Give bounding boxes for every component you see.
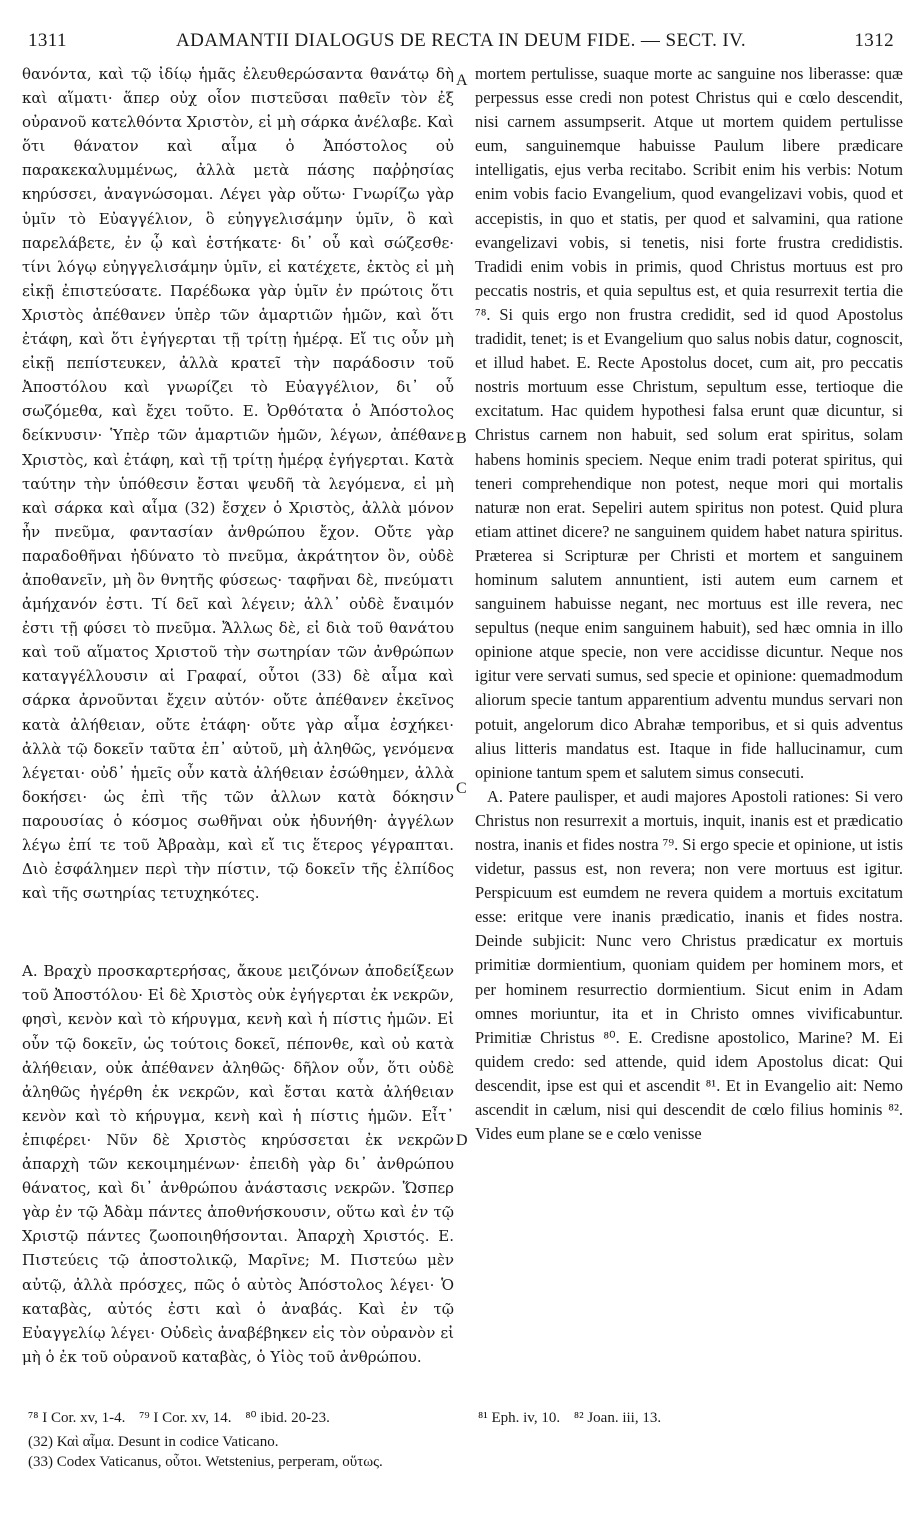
margin-letter-b: B xyxy=(456,430,467,447)
footnote-33: (33) Codex Vaticanus, οὗτοι. Wetstenius, perperam, οὕτως. xyxy=(28,1454,383,1470)
page-number-right: 1312 xyxy=(854,30,894,51)
footnote-refs-right xyxy=(478,1408,671,1428)
footnote-ref-82: ⁸² Joan. iii, 13. xyxy=(573,1410,662,1426)
margin-letter-c: C xyxy=(456,780,467,797)
margin-letter-a: A xyxy=(456,72,468,89)
footnote-ref-81: ⁸¹ Eph. iv, 10. xyxy=(478,1410,561,1426)
footnote-references xyxy=(28,1408,902,1428)
page-number-left: 1311 xyxy=(28,30,67,51)
running-title: ADAMANTII DIALOGUS DE RECTA IN DEUM FIDE. — SECT. IV. xyxy=(176,30,746,51)
greek-paragraph-2: Α. Βραχὺ προσκαρτερήσας, ἄκουε μειζόνων ἀποδείξεων τοῦ Ἀποστόλου· Εἰ δὲ Χριστὸς οὐκ ἐγήγερται ἐκ νεκρῶν, φησὶ, κενὸν καὶ τὸ κήρυγμα, κενὴ καὶ ἡ πίστις ἡμῶν. Εἰ οὖν τῷ δοκεῖν, ὡς τούτοις δοκεῖ, πέπονθε, καὶ οὐ κατὰ ἀλήθειαν, οὐκ ἀπέθανεν ἀληθῶς· δῆλον οὖν, ὅτι οὐδὲ ἀληθῶς ἠγέρθη ἐκ νεκρῶν, καὶ ἔσται κατὰ ἀλήθειαν κενὸν καὶ τὸ κήρυγμα, κενὴ καὶ ἡ πίστις ἡμῶν. Εἶτ᾽ ἐπιφέρει· Νῦν δὲ Χριστὸς κηρύσσεται ἐκ νεκρῶν ἀπαρχὴ τῶν κεκοιμημένων· ἐπειδὴ γὰρ δι᾽ ἀνθρώπου θάνατος, καὶ δι᾽ ἀνθρώπου ἀνάστασις νεκρῶν. Ὥσπερ γὰρ ἐν τῷ Ἀδὰμ πάντες ἀποθνήσκουσιν, οὕτω καὶ ἐν τῷ Χριστῷ πάντες ζωοποιηθήσονται. Ἀπαρχὴ Χριστός. Ε. Πιστεύεις τῷ ἀποστολικῷ, Μαρῖνε; Μ. Πιστεύω μὲν αὐτῷ, ἀλλὰ πρόσχες, πῶς ὁ αὐτὸς Ἀπόστολος λέγει· Ὁ καταβὰς, αὐτός ἐστι καὶ ὁ ἀναβάς. Καὶ ἐν τῷ Εὐαγγελίῳ λέγει· Οὐδεὶς ἀναβέβηκεν εἰς τὸν οὐρανὸν εἰ μὴ ὁ ἐκ τοῦ οὐρανοῦ καταβὰς, ὁ Υἱὸς τοῦ ἀνθρώπου. xyxy=(22,962,454,1366)
running-header xyxy=(28,30,894,56)
latin-paragraph-2: A. Patere paulisper, et audi majores Apostoli rationes: Si vero Christus non resurrexit a mortuis, inquit, inanis est et prædicatio nostra, inanis et fides nostra ⁷⁹. Si ergo specie et opinione, ut istis videtur, passus est, non revera; non vere mortuus est igitur. Perspicuum est eumdem ne revera quidem a mortuis excitatum esse: eritque vere inanis prædicatio, inanis et fides nostra. Deinde subjicit: Nunc vero Christus prædicatur ex mortuis primitiæ dormientium, quoniam quidem per hominem mors, et per hominem resurrectio dormientium. Sicut enim in Adam omnes moriuntur, ita et in Christo omnes vivificabuntur. Primitiæ Christus ⁸⁰. E. Credisne apostolico, Marine? M. Ei quidem credo: sed attende, quid idem Apostolus dicat: Qui descendit, ipse est qui et ascendit ⁸¹. Et in Evangelio ait: Nemo ascendit in cælum, nisi qui descendit de cœlo filius hominis ⁸². Vides eum plane se e cœlo venisse xyxy=(475,786,903,1144)
greek-paragraph-1: θανόντα, καὶ τῷ ἰδίῳ ἡμᾶς ἐλευθερώσαντα θανάτῳ δὴ καὶ αἵματι· ἅπερ οὐχ οἷον πιστεῦσαι παθεῖν τὸν ἐξ οὐρανοῦ κατελθόντα Χριστὸν, εἰ μὴ σάρκα ἀνέλαβε. Καὶ ὅτι θάνατον καὶ αἷμα ὁ Ἀπόστολος οὐ παρακεκαλυμμένως, ἀλλὰ μετὰ πάσης παῤῥησίας κηρύσσει, ἀναγνώσομαι. Λέγει γὰρ οὕτω· Γνωρίζω γὰρ ὑμῖν τὸ Εὐαγγέλιον, ὃ εὐηγγελισάμην ὑμῖν, ὃ καὶ παρελάβετε, ἐν ᾧ καὶ ἑστήκατε· δι᾽ οὗ καὶ σώζεσθε· τίνι λόγῳ εὐηγγελισάμην ὑμῖν, εἰ κατέχετε, ἐκτὸς εἰ μὴ εἰκῇ ἐπιστεύσατε. Παρέδωκα γὰρ ὑμῖν ἐν πρώτοις ὅτι Χριστὸς ἀπέθανεν ὑπὲρ τῶν ἁμαρτιῶν ἡμῶν, καὶ ὅτι ἐτάφη, καὶ ὅτι ἐγήγερται τῇ τρίτῃ ἡμέρᾳ. Εἴ τις οὖν μὴ εἰκῇ πεπίστευκεν, ἀλλὰ κρατεῖ τὴν παράδοσιν τοῦ Ἀποστόλου καὶ γνωρίζει τὸ Εὐαγγέλιον, δι᾽ οὗ σωζόμεθα, καὶ ἔχει τοῦτο. Ε. Ὀρθότατα ὁ Ἀπόστολος δείκνυσιν· Ὑπὲρ τῶν ἁμαρτιῶν ἡμῶν, λέγων, ἀπέθανε Χριστὸς, καὶ ἐτάφη, καὶ τῇ τρίτῃ ἡμέρᾳ ἐγήγερται. Κατὰ ταύτην τὴν ὑπόθεσιν ἔσται ψευδῆ τὰ λεγόμενα, εἰ μὴ καὶ σάρκα καὶ αἷμα (32) ἔσχεν ὁ Χριστὸς, ἀλλὰ μόνον ἦν πνεῦμα, φαντασίαν ἀνθρώπου ἔχον. Οὔτε γὰρ παραδοθῆναι ἠδύνατο τὸ πνεῦμα, ἀκράτητον ὂν, οὐδὲ ἀποθανεῖν, μὴ ὂν θνητῆς φύσεως· ταφῆναι δὲ, πνεύματι ἀμήχανόν ἐστι. Τί δεῖ καὶ λέγειν; ἀλλ᾽ οὐδὲ ἔναιμόν ἐστι τῇ φύσει τὸ πνεῦμα. Ἄλλως δὲ, εἰ διὰ τοῦ θανάτου καὶ τοῦ αἵματος Χριστοῦ τὴν σωτηρίαν τῶν ἀνθρώπων καταγγέλλουσιν αἱ Γραφαί, οὗτοι (33) δὲ αἷμα καὶ σάρκα ἀρνοῦνται ἔχειν αὐτόν· οὔτε ἀπέθανεν ἐκεῖνος κατὰ ἀλήθειαν, οὔτε ἐτάφη· οὔτε γὰρ αἷμα ἐσχήκει· ἀλλὰ τῷ δοκεῖν ταῦτα ἐπ᾽ αὐτοῦ, μὴ ἀληθῶς, γενόμενα λέγεται· οὐδ᾽ ἡμεῖς οὖν κατὰ ἀλήθειαν ἐσώθημεν, ἀλλὰ δοκήσει· ὡς ἐπὶ τῆς τῶν ἀλλων κατὰ δόκησιν παρουσίας ὁ κόσμος σωθῆναι οὐκ ἠδυνήθη· ἀγγέλων λέγω ἐπί τε τοῦ Ἀβραὰμ, καὶ εἴ τις ἕτερος γέγραπται. Διὸ ἐσφάλημεν περὶ τὴν πίστιν, τῷ δοκεῖν τῆς ἐλπίδος καὶ τῆς σωτηρίας τετυχηκότες. xyxy=(22,65,454,903)
paragraph-gap xyxy=(22,905,454,959)
margin-letter-d: D xyxy=(456,1132,468,1149)
latin-column xyxy=(475,62,903,1146)
footnote-32: (32) Καὶ αἷμα. Desunt in codice Vaticano. xyxy=(28,1434,279,1450)
footnote-ref-79: ⁷⁹ I Cor. xv, 14. xyxy=(139,1410,232,1426)
greek-column xyxy=(22,62,454,1369)
footnote-ref-78: ⁷⁸ I Cor. xv, 1-4. xyxy=(28,1410,126,1426)
latin-paragraph-1: mortem pertulisse, suaque morte ac sanguine nos liberasse: quæ perpessus esse credi non potest Christus qui e cœlo descendit, nisi carnem assumpserit. Atque ut mortem quidem pertulisse eum, sanguinemque habuisse Paulum libere prædicare intelligatis, ejus verba recitabo. Scribit enim his verbis: Notum enim vobis facio Evangelium, quod evangelizavi vobis, quod et accepistis, in quo et statis, per quod et salvamini, qua ratione evangelizavi vobis, si tenetis, nisi forte frustra credidistis. Tradidi enim vobis in primis, quod Christus mortuus est pro peccatis nostris, et quia sepultus est, et quia resurrexit tertia die ⁷⁸. Si quis ergo non frustra credidit, sed id quod Apostolus tradidit, tenet; is et Evangelium quo salus nobis datur, cognoscit, et illud habet. E. Recte Apostolus docet, cum ait, pro peccatis nostris mortuum esse Christum, sepultum esse, tertioque die excitatum. Hac quidem hypothesi falsa erunt quæ dicuntur, si Christus carnem non habuit, sed solum erat spiritus, solam habens hominis speciem. Neque enim tradi poterat spiritus, qui teneri comprehendique non potest, neque mori qui mortalis naturæ non erat. Sepeliri autem spiritus non potest. Quid plura etiam attinet dicere? ne sanguinem quidem habet natura spiritus. Præterea si Scripturæ per Christi et mortem et sanguinem hominum salutem annuntient, isti autem eum carnem et sanguinem habuisse negant, nec mortuus est ille revera, nec sepultus (neque enim sanguinem habuit), sed hæc omnia in illo opinione atque specie, non vere accidisse dicuntur. Neque nos igitur vere servati sumus, sed specie et opinione: quemadmodum aliorum specie tantum apparentium adventu mundus servari non potuit, angelorum dico Abrahæ temporibus, et si quis adventus alius litteris mandatus est. Itaque in fide hallucinamur, cum opinione tantum spem et salutem simus consecuti. xyxy=(475,64,903,782)
footnote-ref-80: ⁸⁰ ibid. 20-23. xyxy=(245,1410,330,1426)
